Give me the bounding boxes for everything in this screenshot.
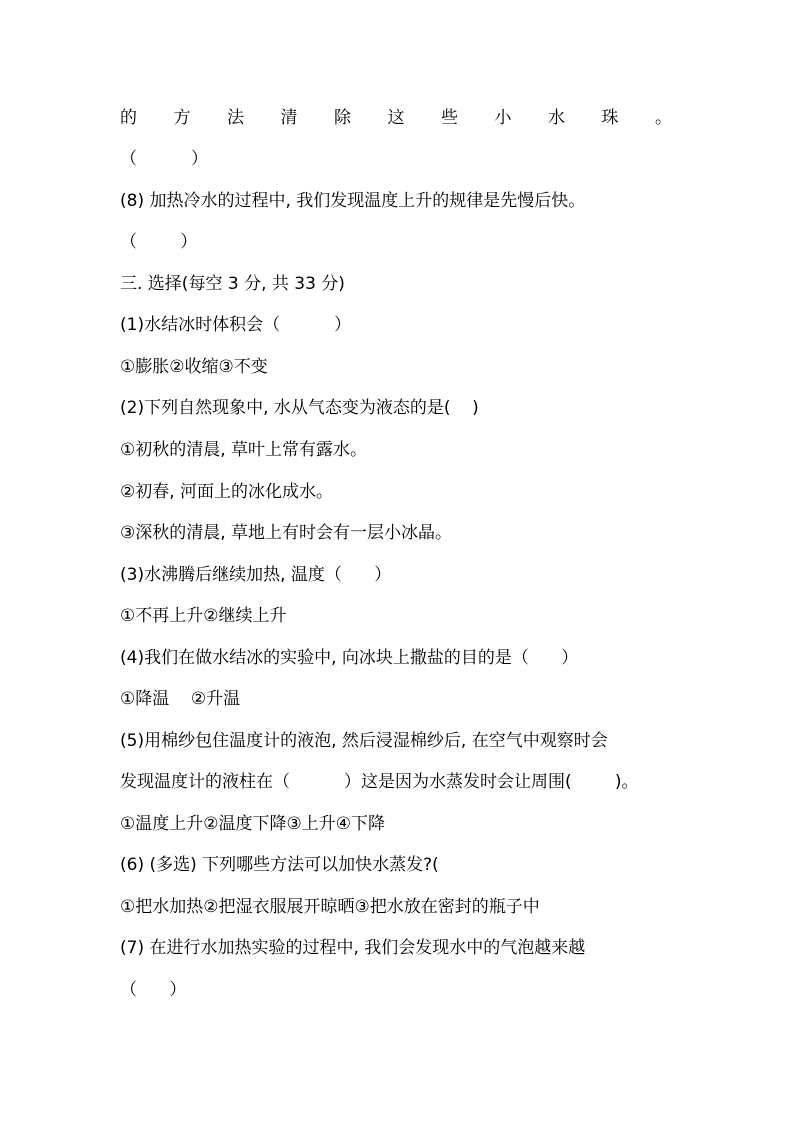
continued-text-line [120,106,672,130]
answer-blank: （ ） [120,149,209,169]
char: 小 [494,108,512,128]
question-5-options: ①温度上升②温度下降③上升④下降 [120,814,385,834]
char: 水 [548,108,565,128]
question-2-option-3: ③深秋的清晨, 草地上有时会有一层小冰晶。 [120,523,453,543]
question-2-option-2: ②初春, 河面上的冰化成水。 [120,482,334,502]
char: 这 [387,108,405,128]
question-5-line-1: (5)用棉纱包住温度计的液泡, 然后浸湿棉纱后, 在空气中观察时会 [120,731,608,751]
question-7: (7) 在进行水加热实验的过程中, 我们会发现水中的气泡越来越 [120,938,586,958]
question-6: (6) (多选) 下列哪些方法可以加快水蒸发?( [120,855,439,875]
question-2-option-1: ①初秋的清晨, 草叶上常有露水。 [120,440,368,460]
char: 。 [655,108,672,128]
question-2: (2)下列自然现象中, 水从气态变为液态的是( ) [120,398,479,418]
question-8: (8) 加热冷水的过程中, 我们发现温度上升的规律是先慢后快。 [120,191,586,211]
question-1-options: ①膨胀②收缩③不变 [120,357,268,377]
char: 除 [334,108,351,128]
question-1: (1)水结冰时体积会（ ） [120,315,352,335]
answer-blank: （ ） [120,232,198,252]
question-4-options: ①降温 ②升温 [120,689,241,709]
question-3-options: ①不再上升②继续上升 [120,606,287,626]
section-title: 三. 选择(每空 3 分, 共 33 分) [120,274,345,294]
char: 的 [120,108,137,128]
char: 些 [441,108,458,128]
char: 清 [280,108,298,128]
char: 法 [227,108,244,128]
char: 珠 [601,108,619,128]
answer-blank: （ ） [120,980,187,1000]
question-5-line-2: 发现温度计的液柱在（ ）这是因为水蒸发时会让周围( )。 [120,772,639,792]
char: 方 [173,108,191,128]
question-3: (3)水沸腾后继续加热, 温度（ ） [120,565,392,585]
question-6-options: ①把水加热②把湿衣服展开晾晒③把水放在密封的瓶子中 [120,897,540,917]
question-4: (4)我们在做水结冰的实验中, 向冰块上撒盐的目的是（ ） [120,648,579,668]
